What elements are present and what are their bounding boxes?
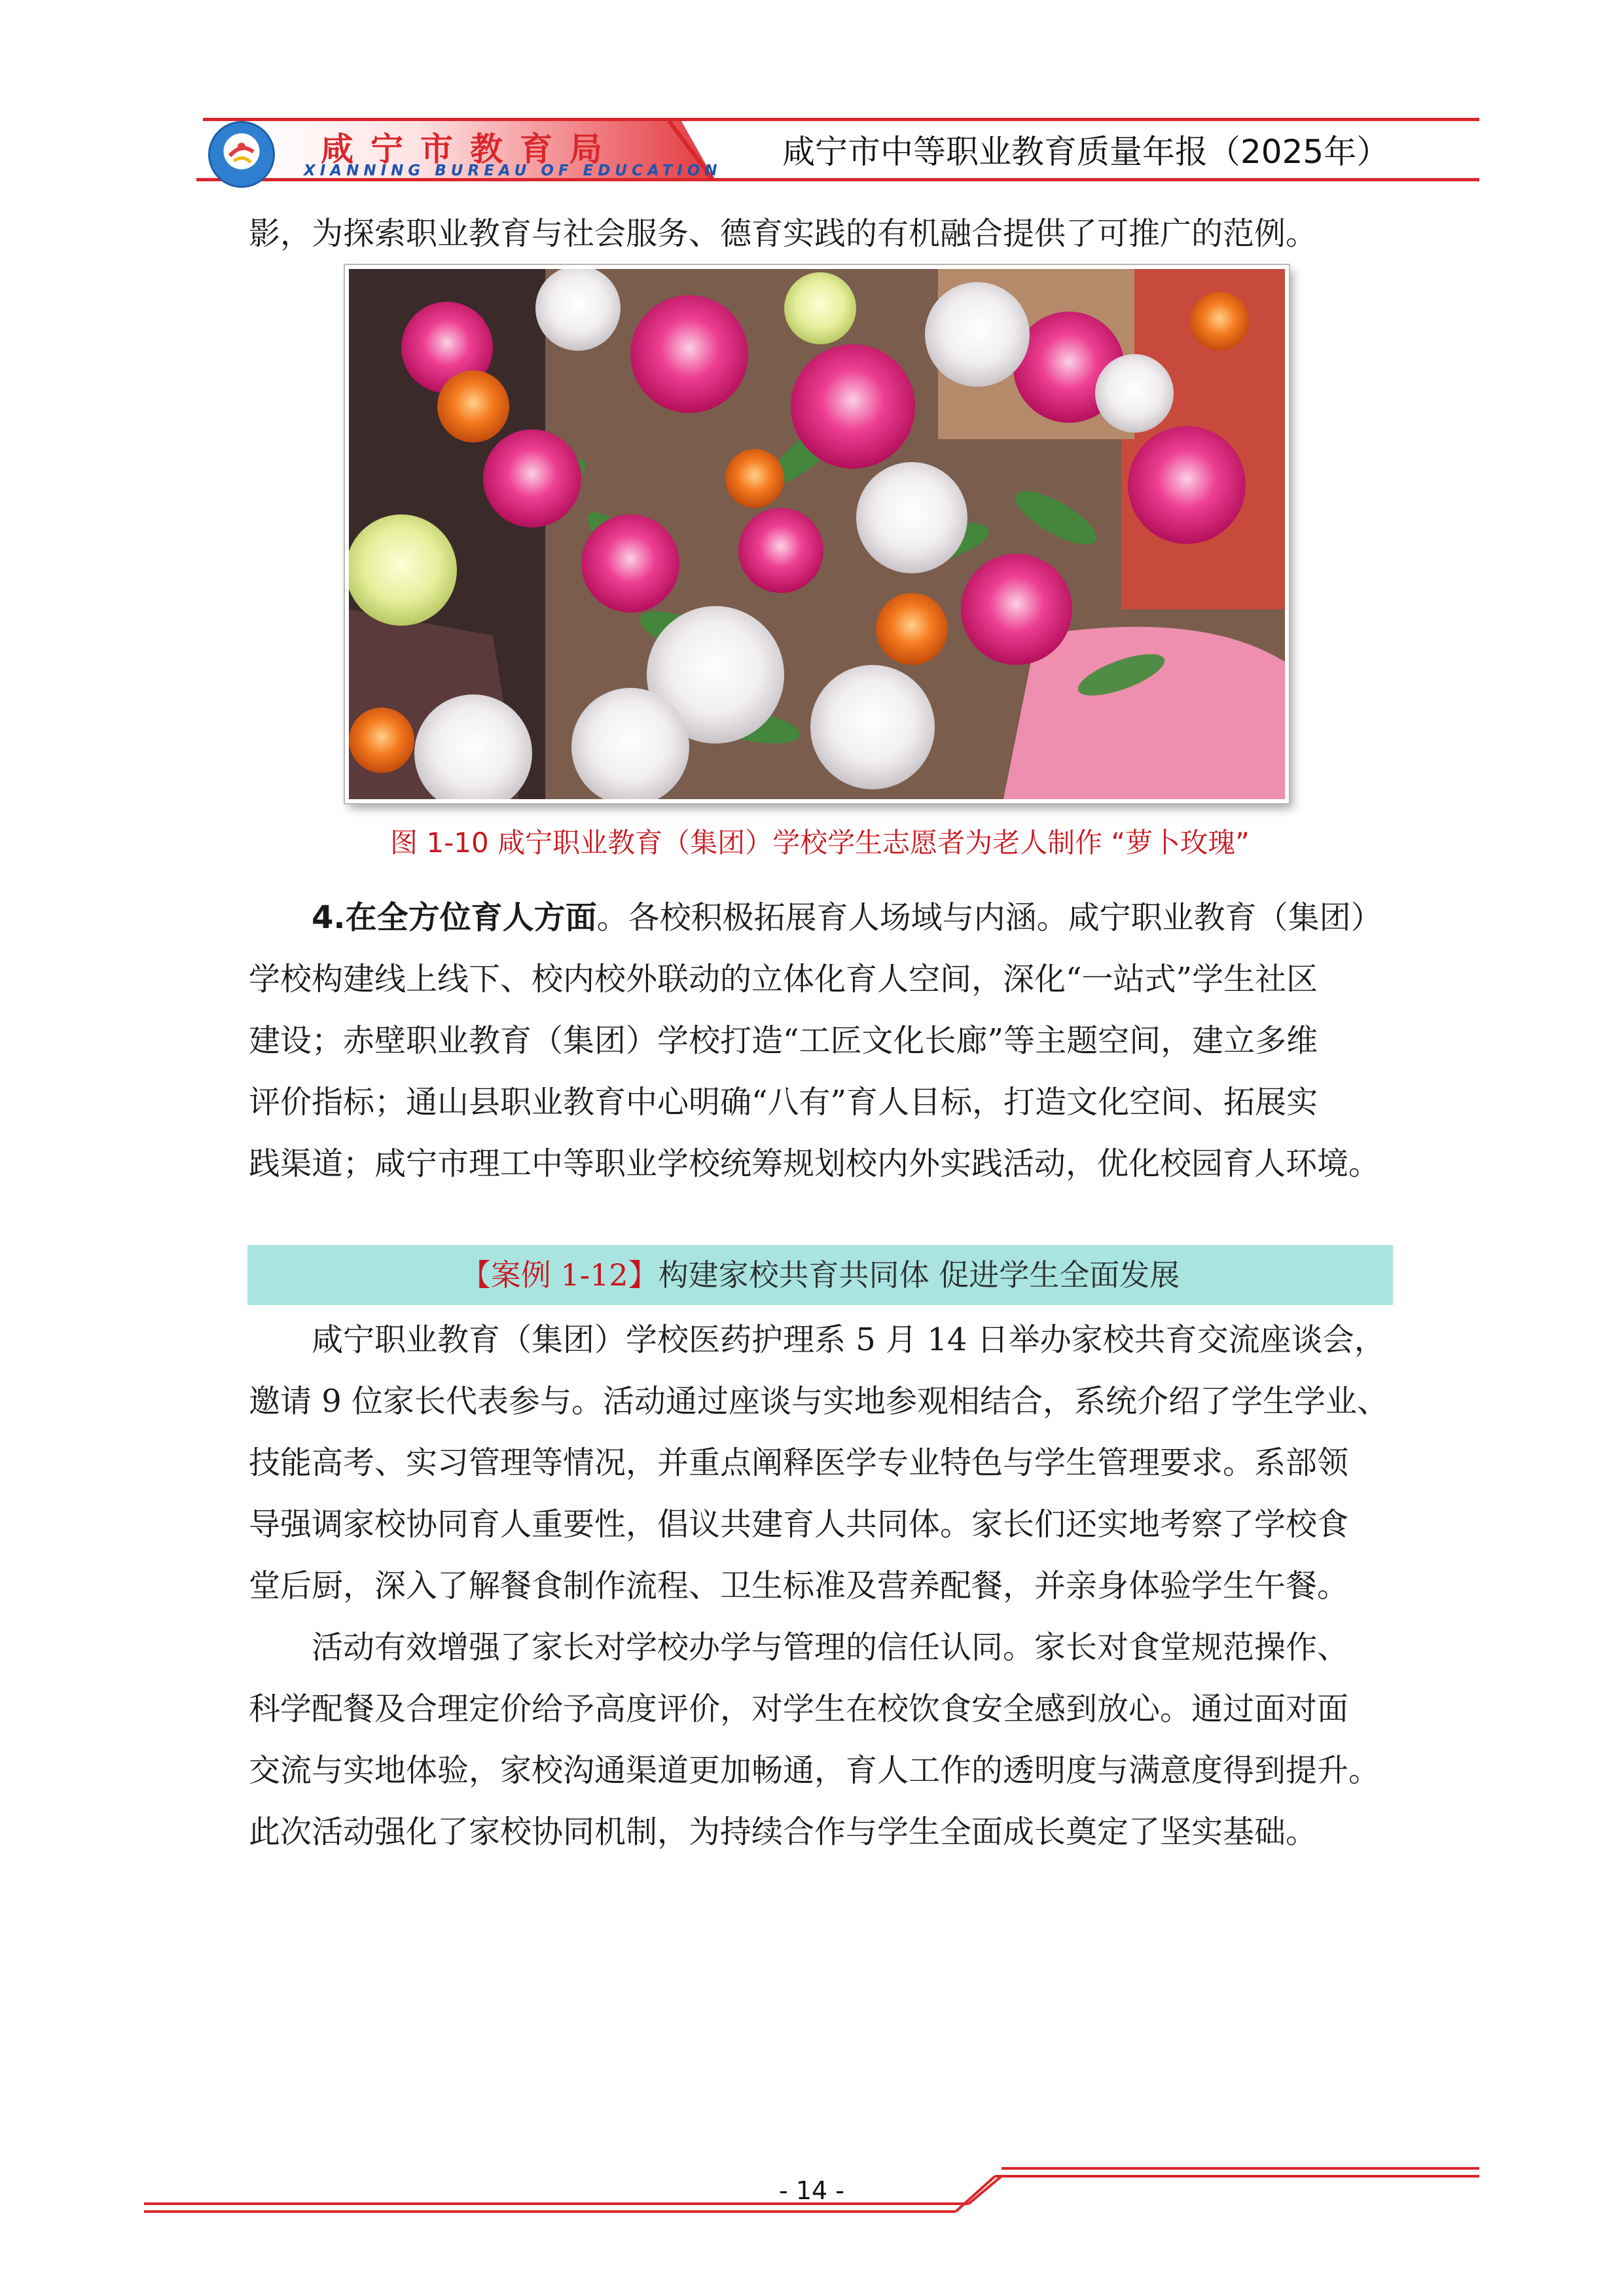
case-title: 构建家校共育共同体 促进学生全面发展	[658, 1257, 1180, 1293]
section-4-line: 评价指标；通山县职业教育中心明确“八有”育人目标，打造文化空间、拓展实	[249, 1084, 1318, 1121]
radish-rose-flowers-photo	[345, 265, 1289, 803]
page-number: - 14 -	[779, 2176, 844, 2205]
case-paragraph-1	[249, 1309, 1391, 1617]
case-line: 技能高考、实习管理等情况，并重点阐释医学专业特色与学生管理要求。系部领	[249, 1444, 1349, 1481]
case-line: 堂后厨，深入了解餐食制作流程、卫生标准及营养配餐，并亲身体验学生午餐。	[249, 1568, 1349, 1604]
case-line: 科学配餐及合理定价给予高度评价，对学生在校饮食安全感到放心。通过面对面	[249, 1691, 1349, 1727]
section-4-line: 学校构建线上线下、校内校外联动的立体化育人空间，深化“一站式”学生社区	[249, 961, 1318, 997]
education-bureau-logo-icon	[208, 121, 275, 188]
header-rule-top	[203, 118, 1479, 121]
org-name-cn: 咸宁市教育局	[321, 130, 619, 168]
section-4-paragraph	[249, 887, 1391, 1194]
flowers-illustration	[349, 269, 1285, 799]
footer-rule-decor	[144, 2163, 1479, 2215]
case-title-bar	[247, 1245, 1393, 1305]
section-4-line: 建设；赤壁职业教育（集团）学校打造“工匠文化长廊”等主题空间，建立多维	[249, 1022, 1318, 1059]
case-line: 邀请 9 位家长代表参与。活动通过座谈与实地参观相结合，系统介绍了学生学业、	[249, 1383, 1389, 1420]
case-label: 【案例 1-12】	[460, 1257, 659, 1293]
case-line: 交流与实地体验，家校沟通渠道更加畅通，育人工作的透明度与满意度得到提升。	[249, 1752, 1380, 1789]
case-line: 咸宁职业教育（集团）学校医药护理系 5 月 14 日举办家校共育交流座谈会，	[312, 1321, 1386, 1358]
section-4-line: 践渠道；咸宁市理工中等职业学校统筹规划校内外实践活动，优化校园育人环境。	[249, 1145, 1380, 1182]
case-line: 活动有效增强了家长对学校办学与管理的信任认同。家长对食堂规范操作、	[312, 1629, 1349, 1666]
case-line: 导强调家校协同育人重要性，倡议共建育人共同体。家长们还实地考察了学校食	[249, 1506, 1349, 1543]
section-4-heading: 4.在全方位育人方面	[312, 899, 597, 936]
figure-caption: 图 1-10 咸宁职业教育（集团）学校学生志愿者为老人制作 “萝卜玫瑰”	[390, 827, 1250, 859]
continued-paragraph-line: 影，为探索职业教育与社会服务、德育实践的有机融合提供了可推广的范例。	[249, 215, 1318, 252]
case-paragraph-2	[249, 1617, 1391, 1863]
case-line: 此次活动强化了家校协同机制，为持续合作与学生全面成长奠定了坚实基础。	[249, 1814, 1318, 1850]
report-title: 咸宁市中等职业教育质量年报（2025年）	[782, 133, 1390, 171]
section-4-line: 。各校积极拓展育人场域与内涵。咸宁职业教育（集团）	[596, 899, 1382, 936]
org-name-en: XIANNING BUREAU OF EDUCATION	[304, 162, 722, 179]
